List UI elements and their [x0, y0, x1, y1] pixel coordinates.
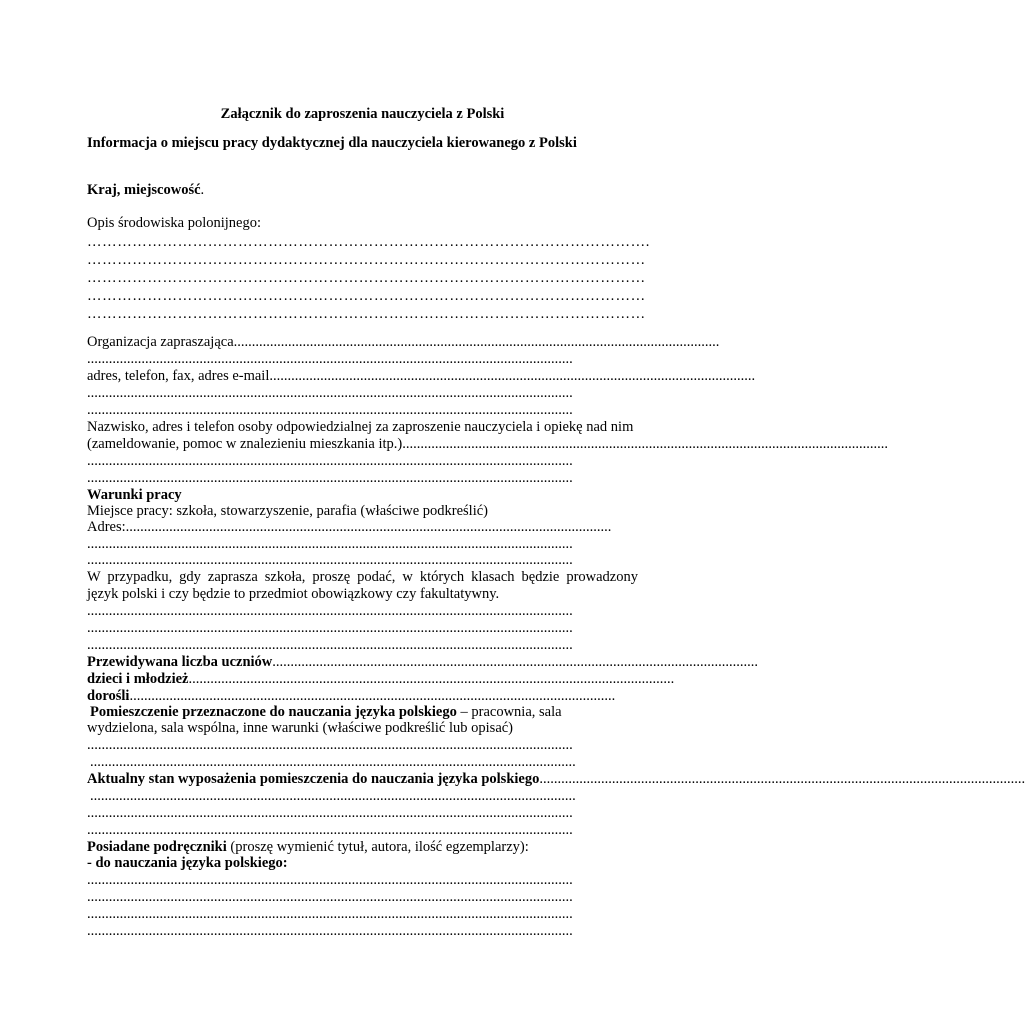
room-answer-2[interactable]: ......................................................................................................................................	[90, 754, 576, 770]
room-label-bold: Pomieszczenie przeznaczone do nauczania języka polskiego	[90, 704, 457, 720]
school-note-line-1: W przypadku, gdy zaprasza szkoła, proszę podać, w których klasach będzie prowadzony	[87, 569, 638, 585]
equipment-answer-3[interactable]: ......................................................................................................................................	[87, 822, 573, 838]
work-conditions-heading: Warunki pracy	[87, 487, 182, 503]
polonia-line-1[interactable]: ………………………………………………………………………………………………….	[87, 234, 650, 250]
contact-person-line-1[interactable]: ......................................................................................................................................	[87, 453, 573, 469]
students-count-label: Przewidywana liczba uczniów	[87, 654, 273, 670]
contact-person-field[interactable]	[87, 436, 888, 453]
workplace-address-line-2[interactable]: ......................................................................................................................................	[87, 552, 573, 568]
textbooks-label-rest: (proszę wymienić tytuł, autora, ilość egzemplarzy):	[226, 839, 529, 855]
children-label: dzieci i młodzież	[87, 671, 189, 687]
school-note-answer-2[interactable]: ......................................................................................................................................	[87, 620, 573, 636]
equipment-label: Aktualny stan wyposażenia pomieszczenia do nauczania języka polskiego	[87, 771, 540, 787]
polonia-line-2[interactable]: …………………………………………………………………………………………………	[87, 252, 646, 268]
address-field[interactable]	[87, 368, 756, 385]
students-count-dots: ......................................................................................................................................	[272, 654, 759, 670]
textbooks-answer-4[interactable]: ......................................................................................................................................	[87, 923, 573, 939]
page-title: Załącznik do zaproszenia nauczyciela z Polski	[220, 106, 505, 122]
adults-dots: ......................................................................................................................................	[129, 688, 616, 704]
workplace-label: Miejsce pracy: szkoła, stowarzyszenie, parafia (właściwe podkreślić)	[87, 503, 488, 519]
address-label: adres, telefon, fax, adres e-mail	[87, 368, 270, 384]
polish-teaching-label: - do nauczania języka polskiego:	[87, 855, 288, 871]
workplace-address-label: Adres:	[87, 519, 126, 535]
organization-field[interactable]	[87, 334, 720, 351]
organization-dots: ......................................................................................................................................	[233, 334, 720, 350]
equipment-field[interactable]	[87, 771, 1025, 788]
contact-person-label-1: Nazwisko, adres i telefon osoby odpowiedzialnej za zaproszenie nauczyciela i opiekę nad nim	[87, 419, 634, 435]
address-dots: ......................................................................................................................................	[269, 368, 756, 384]
contact-person-line-2[interactable]: ......................................................................................................................................	[87, 470, 573, 486]
children-dots: ......................................................................................................................................	[188, 671, 675, 687]
equipment-dots: ......................................................................................................................................	[539, 771, 1025, 787]
polonia-label: Opis środowiska polonijnego:	[87, 215, 261, 231]
country-label: Kraj, miejscowość	[87, 182, 201, 198]
address-line-1[interactable]: ......................................................................................................................................	[87, 385, 573, 401]
address-line-2[interactable]: ......................................................................................................................................	[87, 402, 573, 418]
organization-label: Organizacja zapraszająca	[87, 334, 234, 350]
adults-label: dorośli	[87, 688, 130, 704]
country-field	[87, 182, 204, 199]
school-note-answer-3[interactable]: ......................................................................................................................................	[87, 637, 573, 653]
contact-person-label-2: (zameldowanie, pomoc w znalezieniu mieszkania itp.)	[87, 436, 403, 452]
school-note-answer-1[interactable]: ......................................................................................................................................	[87, 603, 573, 619]
workplace-address-dots: ......................................................................................................................................	[125, 519, 612, 535]
textbooks-label	[87, 839, 529, 856]
textbooks-answer-2[interactable]: ......................................................................................................................................	[87, 889, 573, 905]
textbooks-label-bold: Posiadane podręczniki	[87, 839, 227, 855]
country-period: .	[200, 182, 205, 198]
school-note-line-2: język polski i czy będzie to przedmiot obowiązkowy czy fakultatywny.	[87, 586, 500, 602]
textbooks-answer-3[interactable]: ......................................................................................................................................	[87, 906, 573, 922]
page-subtitle: Informacja o miejscu pracy dydaktycznej dla nauczyciela kierowanego z Polski	[87, 135, 577, 151]
workplace-address-line-1[interactable]: ......................................................................................................................................	[87, 536, 573, 552]
room-label-rest: – pracownia, sala	[456, 704, 562, 720]
polonia-line-3[interactable]: …………………………………………………………………………………………………	[87, 270, 646, 286]
room-label	[90, 704, 562, 721]
equipment-answer-2[interactable]: ......................................................................................................................................	[87, 805, 573, 821]
organization-line[interactable]: ......................................................................................................................................	[87, 351, 573, 367]
students-count-field[interactable]	[87, 654, 759, 671]
children-field[interactable]	[87, 671, 675, 688]
polonia-line-5[interactable]: …………………………………………………………………………………………………	[87, 306, 646, 322]
contact-person-dots: ......................................................................................................................................	[402, 436, 888, 452]
equipment-answer-1[interactable]: ......................................................................................................................................	[90, 788, 576, 804]
workplace-address-field[interactable]	[87, 519, 638, 536]
room-label-2: wydzielona, sala wspólna, inne warunki (właściwe podkreślić lub opisać)	[87, 720, 514, 736]
polonia-line-4[interactable]: …………………………………………………………………………………………………	[87, 288, 646, 304]
adults-field[interactable]	[87, 688, 638, 705]
room-answer-1[interactable]: ......................................................................................................................................	[87, 737, 573, 753]
textbooks-answer-1[interactable]: ......................................................................................................................................	[87, 872, 573, 888]
